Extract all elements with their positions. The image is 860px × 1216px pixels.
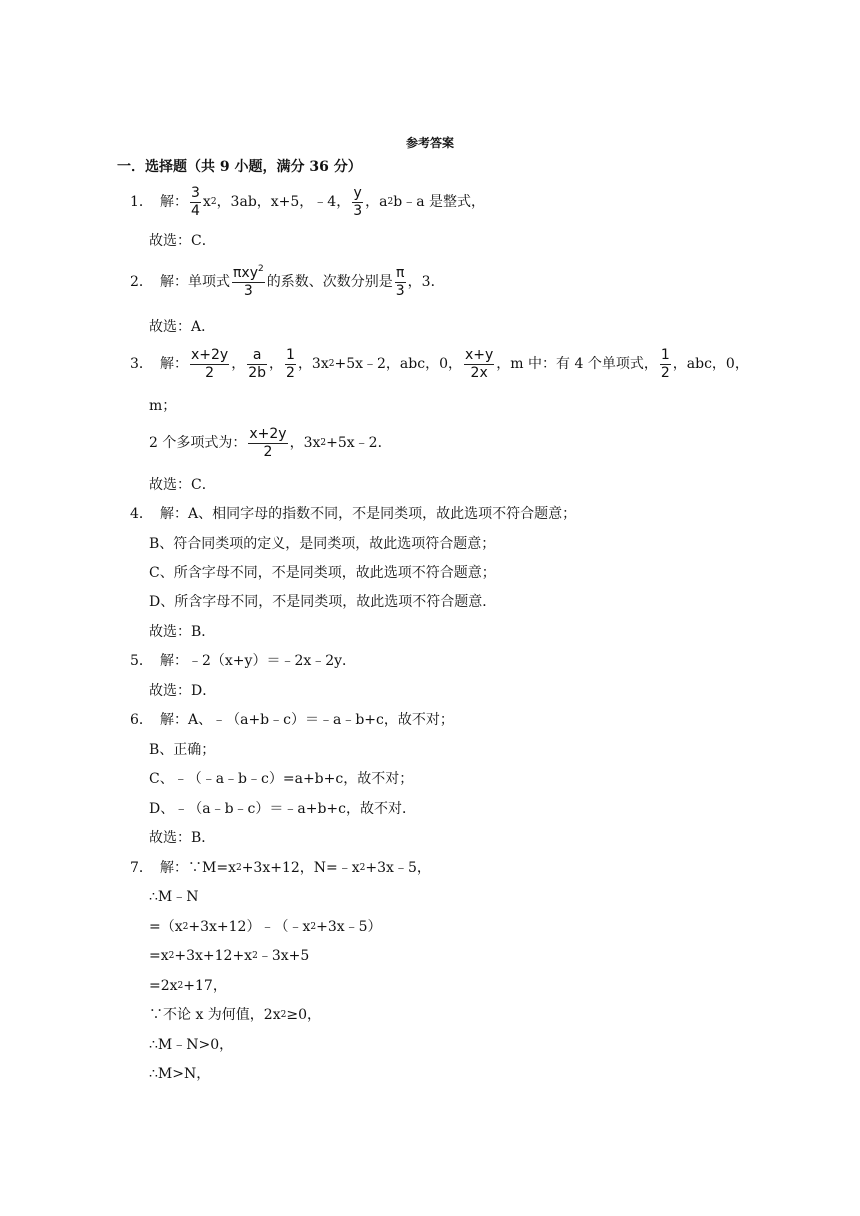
q3-line: 3． 解： $\frac{x+2y}{2}$ ， $\frac{a}{2b}$ ， $\frac{1}{2}$ ，3x 2 +5x﹣2，abc，0， $\frac{x+y}{2x}$ ，m 中：有 4 个单项式， $\frac{1}{2}$ ，abc，0， <box>130 347 749 381</box>
q4-line-2: B、符合同类项的定义，是同类项，故此选项符合题意； <box>149 536 496 552</box>
q3-fraction-1: $\frac{x+2y}{2}$ <box>191 347 229 381</box>
q7-l3-b: +3x+12）﹣（﹣x <box>188 919 311 935</box>
q7-line-5: =2x 2 +17， <box>149 978 227 994</box>
q3-fraction-5: $\frac{1}{2}$ <box>660 347 670 381</box>
section-header: 一．选择题（共 9 小题，满分 36 分） <box>117 159 362 175</box>
q7-line-7: ∴M﹣N>0， <box>149 1037 234 1053</box>
q3-fraction-2: $\frac{a}{2b}$ <box>248 347 267 381</box>
q7-l3-c: +3x﹣5） <box>316 919 382 935</box>
q3-text-2: +5x﹣2，abc，0， <box>334 356 462 373</box>
q4-number: 4． <box>130 506 153 522</box>
q1-text-2: ，3ab，x+5，﹣4， <box>216 194 351 211</box>
q6-text-1: 解：A、﹣（a+b﹣c）＝﹣a﹣b+c，故不对； <box>160 712 454 728</box>
q4-answer: 故选：B． <box>149 624 216 640</box>
q6-line-4: D、﹣（a﹣b﹣c）＝﹣a+b+c，故不对． <box>149 801 416 817</box>
q6-number: 6． <box>130 712 153 728</box>
q4-line-1 <box>130 507 576 521</box>
q3-answer: 故选：C． <box>149 477 216 493</box>
q1-line: 1． 解： $\frac{3}{4}$ x 2 ，3ab，x+5，﹣4， $\frac{y}{3}$ ，a 2 b﹣a 是整式， <box>130 185 485 219</box>
q1-text-3: ，a <box>365 194 388 211</box>
q7-l1-b: +3x+12，N=﹣x <box>241 860 360 876</box>
q7-l4-b: +3x+12+x <box>174 948 253 964</box>
q7-l3-a: =（x <box>149 919 183 935</box>
q3-poly-text-2: +5x﹣2． <box>326 435 392 452</box>
q7-l1-c: +3x﹣5， <box>365 860 431 876</box>
page-title: 参考答案 <box>405 136 454 150</box>
q5-number: 5． <box>130 653 153 669</box>
q3-polynomial-line: 2 个多项式为： $\frac{x+2y}{2}$ ，3x 2 +5x﹣2． <box>149 426 392 460</box>
q7-line-8: ∴M>N， <box>149 1066 211 1082</box>
q7-l4-c: ﹣3x+5 <box>257 948 310 964</box>
q7-line-6: ∵不论 x 为何值，2x 2 ≥0， <box>149 1007 321 1023</box>
q2-answer: 故选：A． <box>149 319 216 335</box>
q1-number: 1． <box>130 194 153 211</box>
q7-line-4: =x 2 +3x+12+x 2 ﹣3x+5 <box>149 948 310 964</box>
q1-fraction-2: $\frac{y}{3}$ <box>353 185 363 219</box>
q1-text-1: x <box>202 194 211 211</box>
q3-text-4: ，abc，0， <box>672 356 749 373</box>
q3-text-1: ，3x <box>297 356 329 373</box>
q6-answer: 故选：B． <box>149 830 216 846</box>
q2-fraction-1: $\frac{\pi xy^2}{3}$ <box>233 264 264 299</box>
q1-fraction-1: $\frac{3}{4}$ <box>191 185 200 219</box>
q5-line-1 <box>130 654 356 668</box>
q3-poly-text-1: ，3x <box>289 435 321 452</box>
q7-l4-a: =x <box>149 948 169 964</box>
q3-comma-1: ， <box>231 356 246 373</box>
q2-fraction-2: $\frac{\pi}{3}$ <box>395 265 405 299</box>
q4-line-3: C、所含字母不同，不是同类项，故此选项不符合题意； <box>149 565 496 581</box>
q7-l5-b: +17， <box>183 978 227 994</box>
q3-continuation: m； <box>149 398 177 414</box>
q2-text-2: ，3． <box>407 274 445 291</box>
q7-l6-b: ≥0， <box>286 1007 321 1023</box>
q3-text-3: ，m 中：有 4 个单项式， <box>496 356 658 373</box>
q3-lead: 解： <box>160 356 188 373</box>
q3-comma-2: ， <box>269 356 284 373</box>
q7-number: 7． <box>130 860 153 876</box>
q2-line <box>130 266 445 298</box>
q5-answer: 故选：D． <box>149 683 217 699</box>
q3-number: 3． <box>130 356 153 373</box>
q1-answer: 故选：C． <box>149 233 216 249</box>
q3-poly-lead: 2 个多项式为： <box>149 435 247 452</box>
q7-l5-a: =2x <box>149 978 178 994</box>
q3-fraction-4: $\frac{x+y}{2x}$ <box>464 347 494 381</box>
q4-text-1: 解：A、相同字母的指数不同，不是同类项，故此选项不符合题意； <box>160 506 577 522</box>
q5-text-1: 解：﹣2（x+y）＝﹣2x﹣2y． <box>160 653 357 669</box>
q7-line-3: =（x 2 +3x+12）﹣（﹣x 2 +3x﹣5） <box>149 919 382 935</box>
q2-number: 2． <box>130 274 153 291</box>
q2-lead: 解：单项式 <box>160 274 230 291</box>
q1-text-4: b﹣a 是整式， <box>393 194 485 211</box>
q6-line-3: C、﹣（﹣a﹣b﹣c）=a+b+c，故不对； <box>149 771 414 787</box>
q3-fraction-3: $\frac{1}{2}$ <box>286 347 295 381</box>
q4-line-4: D、所含字母不同，不是同类项，故此选项不符合题意． <box>149 594 497 610</box>
q6-line-1 <box>130 713 454 727</box>
q7-l6-a: ∵不论 x 为何值，2x <box>149 1007 281 1023</box>
q6-line-2: B、正确； <box>149 742 216 758</box>
q7-line-2: ∴M﹣N <box>149 889 199 905</box>
q1-lead: 解： <box>160 194 188 211</box>
q2-text-1: 的系数、次数分别是 <box>266 274 393 291</box>
q7-line-1: 7． 解：∵M=x 2 +3x+12，N=﹣x 2 +3x﹣5， <box>130 860 431 876</box>
q7-l1-a: 解：∵M=x <box>160 860 236 876</box>
q3-fraction-6: $\frac{x+2y}{2}$ <box>249 426 287 460</box>
